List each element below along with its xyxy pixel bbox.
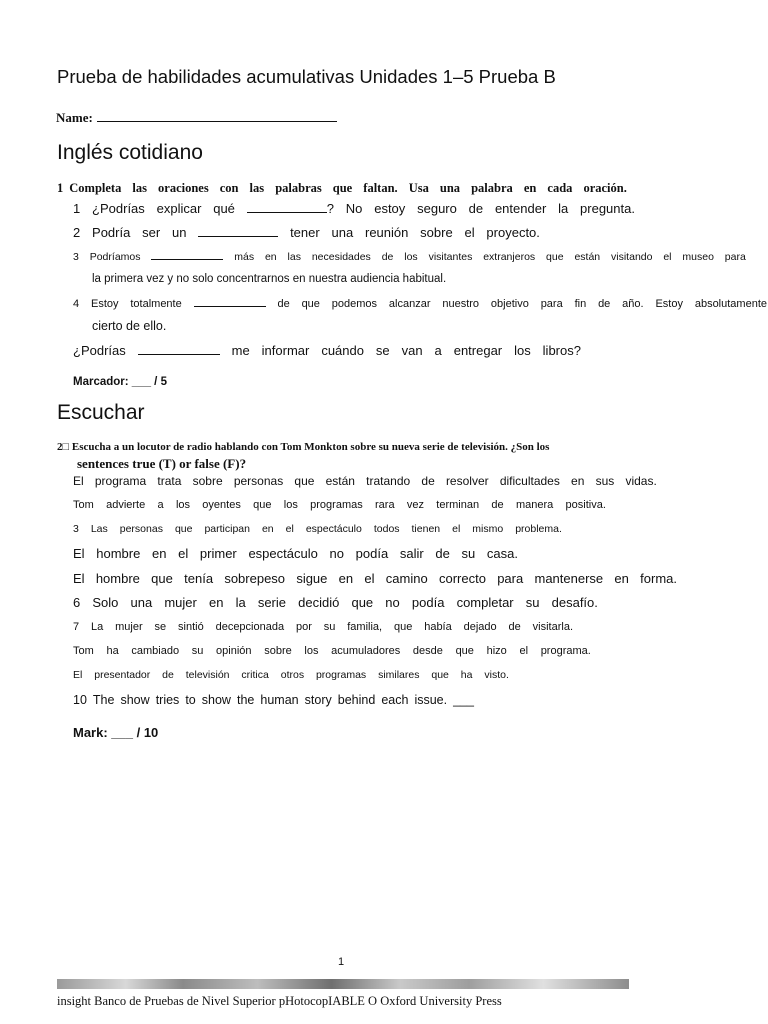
word: Tom — [73, 645, 94, 657]
word: rara — [375, 499, 395, 511]
answer-blank[interactable] — [194, 296, 266, 307]
word: el — [364, 571, 375, 586]
word: sus — [595, 474, 615, 488]
word: totalmente — [130, 298, 182, 310]
word: las — [287, 251, 301, 263]
word: para — [497, 571, 524, 586]
word: El — [73, 474, 84, 488]
word: museo — [682, 251, 714, 263]
word: fin — [574, 298, 587, 310]
word: que — [294, 474, 315, 488]
section2-item-8 — [73, 645, 591, 657]
word: decidió — [298, 595, 340, 610]
word: Podría — [92, 225, 131, 240]
word: extranjeros — [483, 251, 536, 263]
word: ___ — [453, 693, 474, 707]
word: each — [381, 693, 409, 707]
word: desde — [412, 645, 443, 657]
word: absolutamente — [694, 298, 767, 310]
word: están — [325, 474, 355, 488]
section2-instruction-line1: Escucha a un locutor de radio hablando con Tom Monkton sobre su nueva serie de televisión. ¿Son los — [71, 441, 550, 453]
answer-blank[interactable] — [151, 249, 223, 260]
word: de — [598, 298, 611, 310]
word: show — [201, 693, 231, 707]
word: sigue — [296, 571, 328, 586]
word: camino — [385, 571, 428, 586]
instruction-word: palabra — [471, 181, 513, 195]
section1-item-3-continuation: la primera vez y no solo concentrarnos en nuestra audiencia habitual. — [92, 273, 447, 285]
word: de — [468, 201, 484, 216]
word: sintió — [178, 621, 204, 633]
word: vez — [406, 499, 424, 511]
word: sobre — [420, 225, 453, 240]
word: completar — [456, 595, 514, 610]
instruction-word: faltan. — [363, 181, 398, 195]
section1-instruction — [57, 181, 627, 196]
word: The — [92, 693, 115, 707]
word: de — [277, 298, 290, 310]
word: visitantes — [428, 251, 473, 263]
word: espectáculo — [305, 523, 362, 535]
word: Solo — [92, 595, 119, 610]
word: televisión — [185, 669, 230, 681]
word: objetivo — [490, 298, 529, 310]
word: que — [431, 669, 449, 681]
section2-item-4 — [73, 546, 518, 561]
word: los — [514, 343, 531, 358]
name-label: Name: — [56, 110, 93, 125]
word: resolver — [445, 474, 489, 488]
word: El — [73, 546, 85, 561]
section-heading-everyday-english: Inglés cotidiano — [57, 141, 203, 164]
word: tries — [155, 693, 180, 707]
word: show — [120, 693, 150, 707]
word: 7 — [73, 621, 80, 633]
word: tratando — [366, 474, 411, 488]
word: me — [231, 343, 250, 358]
word: ¿Podrías — [73, 343, 126, 358]
word: dificultades — [499, 474, 560, 488]
word: se — [154, 621, 167, 633]
word: en — [571, 474, 585, 488]
word: para — [540, 298, 563, 310]
word: salir — [399, 546, 424, 561]
word: 10 — [73, 693, 87, 707]
word: participan — [204, 523, 250, 535]
instruction-word: con — [219, 181, 239, 195]
word: por — [295, 621, 312, 633]
word: 4 — [73, 298, 80, 310]
word: programas — [310, 499, 363, 511]
word: había — [424, 621, 452, 633]
word: visto. — [484, 669, 509, 681]
word: cuándo — [321, 343, 364, 358]
word: el — [178, 546, 189, 561]
word: mismo — [472, 523, 504, 535]
word: su — [191, 645, 204, 657]
word: 3 — [73, 523, 79, 535]
word: que — [253, 499, 272, 511]
word: el — [464, 225, 475, 240]
section2-instruction-line2: sentences true (T) or false (F)? — [77, 456, 247, 471]
word: dejado — [463, 621, 497, 633]
section-heading-listening: Escuchar — [57, 401, 145, 424]
section2-item-6 — [73, 595, 598, 610]
word: de — [381, 251, 394, 263]
word: mujer — [164, 595, 197, 610]
word: que — [151, 571, 173, 586]
word: tener — [290, 225, 320, 240]
word: vidas. — [625, 474, 657, 488]
word: positiva. — [565, 499, 606, 511]
word: van — [401, 343, 423, 358]
word: más — [234, 251, 255, 263]
word: El — [73, 669, 83, 681]
word: ha — [106, 645, 119, 657]
section1-instruction-text — [69, 181, 627, 196]
instruction-word: las — [132, 181, 147, 195]
word: casa. — [486, 546, 518, 561]
word: pregunta. — [580, 201, 635, 216]
instruction-word: en — [523, 181, 537, 195]
word: de — [491, 499, 504, 511]
word: informar — [261, 343, 310, 358]
section1-item-2 — [73, 225, 540, 240]
word: en — [264, 251, 277, 263]
word: el — [452, 523, 461, 535]
word: el — [663, 251, 672, 263]
section2-item-9 — [73, 669, 509, 681]
section2-item-10 — [73, 693, 474, 707]
word: opinión — [216, 645, 252, 657]
word: los — [404, 251, 418, 263]
section2-instruction-number: 2 — [57, 441, 63, 453]
word: proyecto. — [486, 225, 540, 240]
word: forma. — [640, 571, 677, 586]
word: programa. — [540, 645, 591, 657]
word: personas — [233, 474, 284, 488]
word: el — [519, 645, 529, 657]
section1-item-4 — [73, 296, 767, 310]
word: la — [235, 595, 246, 610]
section2-item-3 — [73, 523, 562, 535]
page-title: Prueba de habilidades acumulativas Unidades 1–5 Prueba B — [57, 66, 556, 87]
word: qué — [213, 201, 235, 216]
word: podemos — [331, 298, 378, 310]
word: de — [162, 669, 174, 681]
word: personas — [119, 523, 163, 535]
footer-credit: insight Banco de Pruebas de Nivel Superior pHotocopIABLE O Oxford University Press — [57, 994, 502, 1008]
word: en — [261, 523, 274, 535]
word: entregar — [453, 343, 503, 358]
word: ? — [326, 201, 334, 216]
word: su — [323, 621, 336, 633]
word: otros — [280, 669, 305, 681]
word: a — [434, 343, 442, 358]
word: que — [546, 251, 564, 263]
word: que — [174, 523, 193, 535]
word: critica — [241, 669, 269, 681]
word: Estoy — [655, 298, 683, 310]
instruction-word: cada — [547, 181, 573, 195]
instruction-word: una — [439, 181, 461, 195]
word: de — [508, 621, 521, 633]
word: acumuladores — [331, 645, 401, 657]
word: explicar — [156, 201, 202, 216]
word: ¿Podrías — [92, 201, 145, 216]
section2-item-2 — [73, 499, 606, 511]
word: primer — [199, 546, 237, 561]
word: necesidades — [311, 251, 371, 263]
word: ha — [460, 669, 473, 681]
word: los — [175, 499, 190, 511]
word: mujer — [115, 621, 143, 633]
word: el — [285, 523, 294, 535]
word: los — [304, 645, 319, 657]
word: 2 — [73, 225, 81, 240]
instruction-word: Completa — [69, 181, 122, 195]
word: podía — [355, 546, 389, 561]
instruction-word: palabras — [275, 181, 322, 195]
word: que — [393, 621, 413, 633]
blank-with-punctuation — [247, 201, 334, 216]
footer-decorative-bar — [57, 979, 629, 989]
word: de — [421, 474, 435, 488]
word: no — [385, 595, 400, 610]
word: hombre — [96, 546, 141, 561]
word: Podríamos — [89, 251, 141, 263]
word: de — [435, 546, 450, 561]
word: hombre — [95, 571, 140, 586]
word: similares — [378, 669, 420, 681]
word: en — [151, 546, 167, 561]
word: No — [345, 201, 363, 216]
word: cambiado — [131, 645, 180, 657]
word: para — [724, 251, 746, 263]
answer-blank[interactable] — [138, 344, 220, 355]
word: en — [208, 595, 224, 610]
word: 1 — [73, 201, 81, 216]
section1-item-1 — [73, 201, 635, 216]
word: una — [331, 225, 354, 240]
word: 3 — [73, 251, 79, 263]
section1-instruction-number: 1 — [57, 181, 64, 195]
word: El — [73, 571, 85, 586]
word: se — [375, 343, 390, 358]
page-number: 1 — [338, 956, 345, 968]
section1-item-4-continuation: cierto de ello. — [92, 319, 167, 333]
checkbox-icon: □ — [62, 441, 70, 453]
word: human — [260, 693, 299, 707]
word: decepcionada — [215, 621, 285, 633]
section2-instruction — [57, 441, 549, 453]
word: seguro — [417, 201, 457, 216]
word: libros? — [542, 343, 581, 358]
word: en — [338, 571, 354, 586]
word: trata — [157, 474, 182, 488]
instruction-word: oración. — [583, 181, 627, 195]
word: sobrepeso — [224, 571, 286, 586]
name-field — [56, 110, 337, 126]
word: que — [455, 645, 474, 657]
word: alcanzar — [388, 298, 431, 310]
word: programa — [94, 474, 147, 488]
word: the — [236, 693, 255, 707]
word: correcto — [438, 571, 486, 586]
word: que — [351, 595, 374, 610]
answer-blank[interactable] — [198, 226, 278, 237]
word: serie — [257, 595, 287, 610]
word: entender — [494, 201, 547, 216]
word: desafío. — [551, 595, 598, 610]
word: a — [157, 499, 164, 511]
word: espectáculo — [248, 546, 318, 561]
word: todos — [373, 523, 400, 535]
word: oyentes — [202, 499, 241, 511]
word: Tom — [73, 499, 94, 511]
instruction-word: que — [332, 181, 353, 195]
word: La — [91, 621, 104, 633]
section2-score: Mark: ___ / 10 — [73, 725, 159, 740]
word: presentador — [94, 669, 151, 681]
word: manera — [515, 499, 554, 511]
section2-item-7 — [73, 621, 573, 633]
section2-item-5 — [73, 571, 677, 586]
section2-item-1 — [73, 474, 657, 488]
word: la — [558, 201, 569, 216]
word: estoy — [374, 201, 406, 216]
word: terminan — [436, 499, 480, 511]
word: su — [525, 595, 540, 610]
word: issue. — [414, 693, 448, 707]
word: behind — [337, 693, 376, 707]
word: sobre — [192, 474, 223, 488]
word: una — [130, 595, 153, 610]
word: tienen — [411, 523, 441, 535]
word: visitarla. — [532, 621, 573, 633]
word: nuestro — [442, 298, 480, 310]
word: sobre — [264, 645, 292, 657]
word: su — [461, 546, 476, 561]
word: están — [574, 251, 601, 263]
word: to — [185, 693, 196, 707]
word: que — [301, 298, 320, 310]
word: 6 — [73, 595, 81, 610]
word: reunión — [365, 225, 409, 240]
word: los — [283, 499, 298, 511]
section1-item-5 — [73, 343, 581, 358]
answer-blank[interactable] — [247, 202, 327, 213]
word: story — [304, 693, 332, 707]
word: programas — [315, 669, 367, 681]
word: tenía — [184, 571, 214, 586]
word: Las — [90, 523, 108, 535]
word: hizo — [486, 645, 507, 657]
word: Estoy — [90, 298, 119, 310]
word: podía — [411, 595, 445, 610]
word: año. — [622, 298, 644, 310]
word: ser — [142, 225, 161, 240]
word: advierte — [106, 499, 146, 511]
instruction-word: Usa — [408, 181, 429, 195]
section1-item-3 — [73, 249, 746, 263]
section1-score: Marcador: ___ / 5 — [73, 376, 167, 388]
name-blank[interactable] — [97, 110, 337, 122]
word: visitando — [611, 251, 653, 263]
word: no — [329, 546, 344, 561]
word: en — [614, 571, 629, 586]
word: problema. — [515, 523, 562, 535]
instruction-word: oraciones — [158, 181, 209, 195]
instruction-word: las — [249, 181, 265, 195]
word: familia, — [347, 621, 383, 633]
word: mantenerse — [534, 571, 604, 586]
word: un — [172, 225, 187, 240]
